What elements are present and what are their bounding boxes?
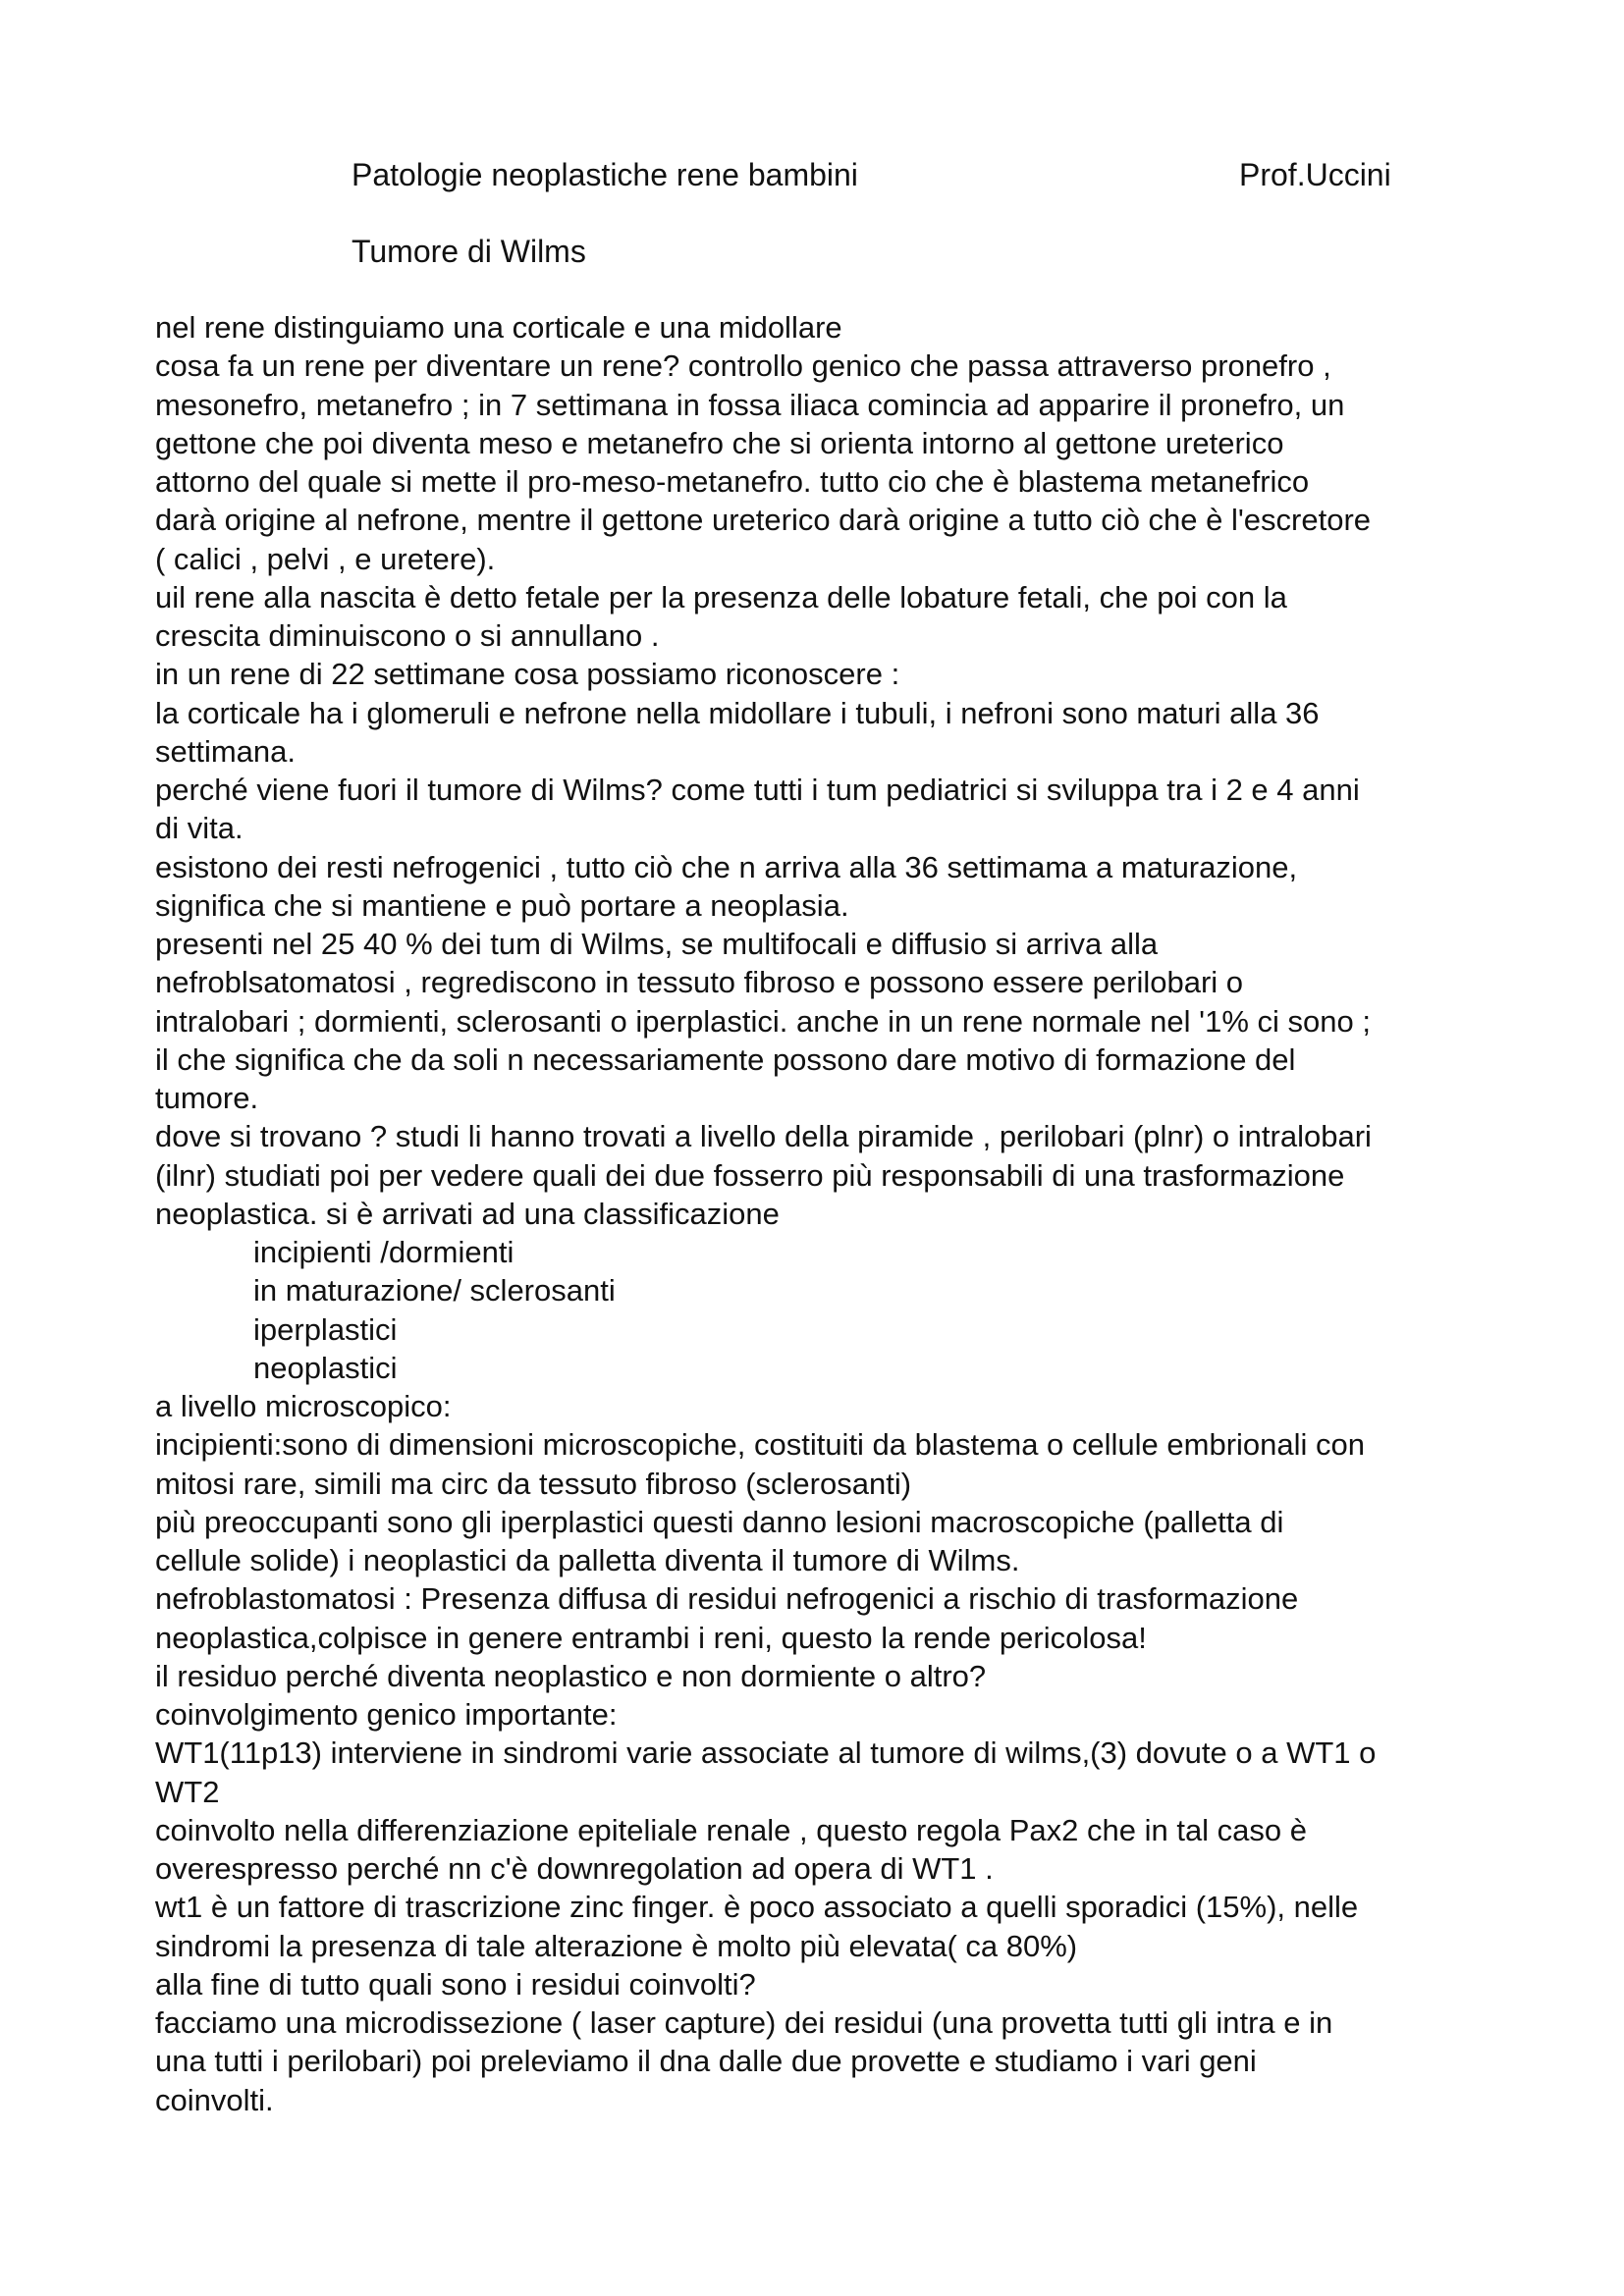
text-line: (ilnr) studiati poi per vedere quali dei due fosserro più responsabili di una trasformazione	[155, 1157, 1345, 1193]
classification-item: incipienti /dormienti	[253, 1235, 514, 1269]
text-line: crescita diminuiscono o si annullano .	[155, 618, 660, 653]
text-line: a livello microscopico:	[155, 1389, 452, 1423]
text-line: perché viene fuori il tumore di Wilms? come tutti i tum pediatrici si sviluppa tra i 2 e 4 anni	[155, 773, 1360, 807]
text-line: neoplastica,colpisce in genere entrambi i reni, questo la rende pericolosa!	[155, 1620, 1147, 1655]
text-line: mitosi rare, simili ma circ da tessuto fibroso (sclerosanti)	[155, 1466, 912, 1501]
text-line: il che significa che da soli n necessariamente possono dare motivo di formazione del	[155, 1041, 1296, 1077]
text-line: darà origine al nefrone, mentre il gettone ureterico darà origine a tutto ciò che è l'escretore	[155, 503, 1372, 538]
text-line: esistono dei resti nefrogenici , tutto ciò che n arriva alla 36 settimama a maturazione,	[155, 849, 1298, 884]
text-line: WT2	[155, 1774, 220, 1809]
text-line: cellule solide) i neoplastici da palletta diventa il tumore di Wilms.	[155, 1543, 1020, 1577]
text-line: gettone che poi diventa meso e metanefro che si orienta intorno al gettone ureterico	[155, 425, 1284, 460]
text-line: facciamo una microdissezione ( laser capture) dei residui (una provetta tutti gli intra e in	[155, 2005, 1333, 2040]
text-line: coinvolti.	[155, 2082, 274, 2117]
text-line: mesonefro, metanefro ; in 7 settimana in fossa iliaca comincia ad apparire il pronefro, un	[155, 387, 1345, 422]
text-line: più preoccupanti sono gli iperplastici questi danno lesioni macroscopiche (palletta di	[155, 1504, 1284, 1539]
classification-item: neoplastici	[253, 1350, 398, 1385]
text-line: alla fine di tutto quali sono i residui coinvolti?	[155, 1966, 756, 2002]
text-line: incipienti:sono di dimensioni microscopiche, costituiti da blastema o cellule embrionali con	[155, 1427, 1366, 1463]
document-author: Prof.Uccini	[1239, 157, 1391, 192]
text-line: WT1(11p13) interviene in sindromi varie associate al tumore di wilms,(3) dovute o a WT1 o	[155, 1735, 1377, 1771]
classification-item: iperplastici	[253, 1311, 398, 1347]
text-line: dove si trovano ? studi li hanno trovati a livello della piramide , perilobari (plnr) o intralobari	[155, 1119, 1372, 1154]
text-line: sindromi la presenza di tale alterazione è molto più elevata( ca 80%)	[155, 1928, 1078, 1963]
text-line: neoplastica. si è arrivati ad una classificazione	[155, 1196, 780, 1231]
text-line: ( calici , pelvi , e uretere).	[155, 541, 496, 576]
text-line: settimana.	[155, 733, 297, 769]
document-body	[155, 308, 1502, 2119]
text-line: nel rene distinguiamo una corticale e una midollare	[155, 310, 842, 345]
text-line: coinvolgimento genico importante:	[155, 1697, 618, 1732]
text-line: nefroblastomatosi : Presenza diffusa di residui nefrogenici a rischio di trasformazione	[155, 1581, 1299, 1617]
classification-item: in maturazione/ sclerosanti	[253, 1273, 616, 1308]
text-line: attorno del quale si mette il pro-meso-metanefro. tutto cio che è blastema metanefrico	[155, 464, 1310, 499]
text-line: coinvolto nella differenziazione epiteliale renale , questo regola Pax2 che in tal caso è	[155, 1812, 1308, 1847]
text-line: significa che si mantiene e può portare a neoplasia.	[155, 887, 849, 923]
document-title: Patologie neoplastiche rene bambini	[352, 157, 858, 192]
document-subtitle: Tumore di Wilms	[352, 234, 586, 269]
text-line: il residuo perché diventa neoplastico e non dormiente o altro?	[155, 1658, 987, 1693]
text-line: intralobari ; dormienti, sclerosanti o iperplastici. anche in un rene normale nel '1% ci sono ;	[155, 1003, 1371, 1039]
text-line: di vita.	[155, 811, 244, 846]
text-line: in un rene di 22 settimane cosa possiamo riconoscere :	[155, 657, 900, 692]
text-line: nefroblsatomatosi , regrediscono in tessuto fibroso e possono essere perilobari o	[155, 965, 1244, 1000]
text-line: overespresso perché nn c'è downregolation ad opera di WT1 .	[155, 1851, 994, 1886]
text-line: uil rene alla nascita è detto fetale per la presenza delle lobature fetali, che poi con la	[155, 579, 1287, 614]
text-line: una tutti i perilobari) poi preleviamo il dna dalle due provette e studiamo i vari geni	[155, 2044, 1257, 2079]
text-line: wt1 è un fattore di trascrizione zinc finger. è poco associato a quelli sporadici (15%), nelle	[155, 1890, 1359, 1925]
text-line: tumore.	[155, 1081, 259, 1115]
text-line: cosa fa un rene per diventare un rene? controllo genico che passa attraverso pronefro ,	[155, 348, 1331, 384]
text-line: presenti nel 25 40 % dei tum di Wilms, se multifocali e diffusio si arriva alla	[155, 927, 1159, 961]
text-line: la corticale ha i glomeruli e nefrone nella midollare i tubuli, i nefroni sono maturi alla 36	[155, 695, 1320, 730]
